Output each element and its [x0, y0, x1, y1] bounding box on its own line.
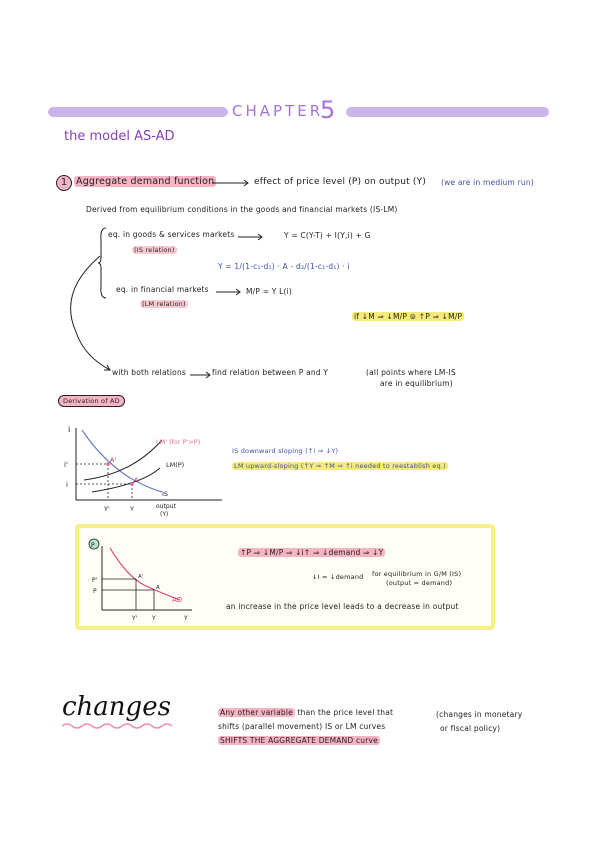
output-y: (Y)	[160, 511, 169, 518]
arrow-icon	[190, 370, 214, 380]
lm-relation: (LM relation)	[142, 300, 186, 308]
ad-sub3: (output = demand)	[386, 579, 453, 587]
changes-line1: Any other variable than the price level that	[220, 708, 394, 717]
is-downward-note: IS downward sloping (↑i ⇒ ↓Y)	[232, 447, 339, 455]
lm-upward-note: LM upward-sloping (↑Y ⇒ ↑M ⇒ ↑i needed to reestablish eq.)	[234, 462, 446, 470]
ad-sub1: ↓I = ↓demand	[312, 573, 364, 581]
ad-point-a: A	[156, 585, 160, 591]
derived-text: Derived from equilibrium conditions in the goods and financial markets (IS-LM)	[86, 205, 398, 214]
find-relation: find relation between P and Y	[212, 368, 329, 377]
section-number: 1	[60, 177, 68, 188]
ad-sub2: for equilibrium in G/M (IS)	[372, 570, 462, 578]
i-base: i	[66, 481, 68, 489]
both-relations: with both relations	[112, 368, 187, 377]
is-lm-graph	[62, 420, 232, 520]
ad-graph	[84, 536, 194, 622]
axis-p: P	[91, 542, 95, 549]
curved-arrow-icon	[62, 252, 114, 376]
ad-chain: ↑P ⇒ ↓M/P ⇒ ↓i↑ ⇒ ↓demand ⇒ ↓Y	[240, 548, 384, 557]
page-title: the model AS-AD	[64, 129, 175, 144]
medium-run-note: (we are in medium run)	[441, 178, 534, 187]
chapter-label: CHAPTER	[232, 102, 324, 120]
eq-goods-label: eq. in goods & services markets	[108, 230, 235, 239]
eq-financial-label: eq. in financial markets	[116, 285, 209, 294]
section-number-badge	[56, 175, 72, 191]
all-points-1: (all points where LM-IS	[366, 368, 456, 377]
y-label: Y	[130, 505, 134, 513]
all-points-2: are in equilibrium)	[380, 379, 453, 388]
goods-formula: Y = C(Y-T) + I(Y,i) + G	[284, 231, 371, 240]
is-label: IS	[162, 490, 169, 498]
section-heading: Aggregate demand function	[76, 176, 215, 187]
y-prime: Y'	[104, 505, 110, 513]
financial-formula: M/P = Y L(i)	[246, 287, 293, 296]
lm-prime-label: LM' (for P'>P)	[156, 438, 201, 446]
axis-i: i	[68, 425, 71, 434]
arrow-icon	[238, 232, 266, 242]
ad-conclusion: an increase in the price level leads to a decrease in output	[226, 602, 459, 611]
point-a-prime: A'	[110, 456, 117, 464]
arrow-icon	[212, 178, 252, 188]
chapter-number: 5	[320, 96, 336, 124]
changes-line2: shifts (parallel movement) IS or LM curves	[218, 722, 386, 731]
ad-y-prime: Y'	[132, 615, 138, 622]
if-condition: if ↓M ⇒ ↓M/P ⊜ ↑P ⇒ ↓M/P	[354, 312, 463, 321]
changes-side1: (changes in monetary	[436, 710, 523, 719]
changes-heading: changes	[62, 692, 171, 722]
is-relation: (IS relation)	[134, 246, 175, 254]
header-bar-right	[346, 107, 549, 117]
ad-y-axis: Y	[184, 615, 188, 622]
ad-label: AD	[172, 596, 183, 604]
lm-label: LM(P)	[166, 461, 185, 469]
ad-y: Y	[152, 615, 156, 622]
derivation-label: Derivation of AD	[58, 395, 125, 407]
changes-side2: or fiscal policy)	[440, 724, 501, 733]
is-solved-formula: Y = 1/(1-c₁-d₁) · A - d₂/(1-c₁-d₁) · i	[218, 262, 350, 271]
i-prime: i'	[64, 461, 68, 469]
output-label: output	[156, 503, 176, 510]
changes-line3: SHIFTS THE AGGREGATE DEMAND curve	[220, 736, 378, 745]
changes-underline	[62, 722, 182, 730]
point-a: A	[134, 476, 139, 484]
header-bar-left	[48, 107, 228, 117]
p-label: P	[93, 588, 97, 595]
effect-text: effect of price level (P) on output (Y)	[254, 177, 427, 187]
arrow-icon	[216, 287, 244, 297]
ad-point-a-prime: A'	[138, 574, 144, 580]
p-prime: P'	[92, 577, 98, 584]
